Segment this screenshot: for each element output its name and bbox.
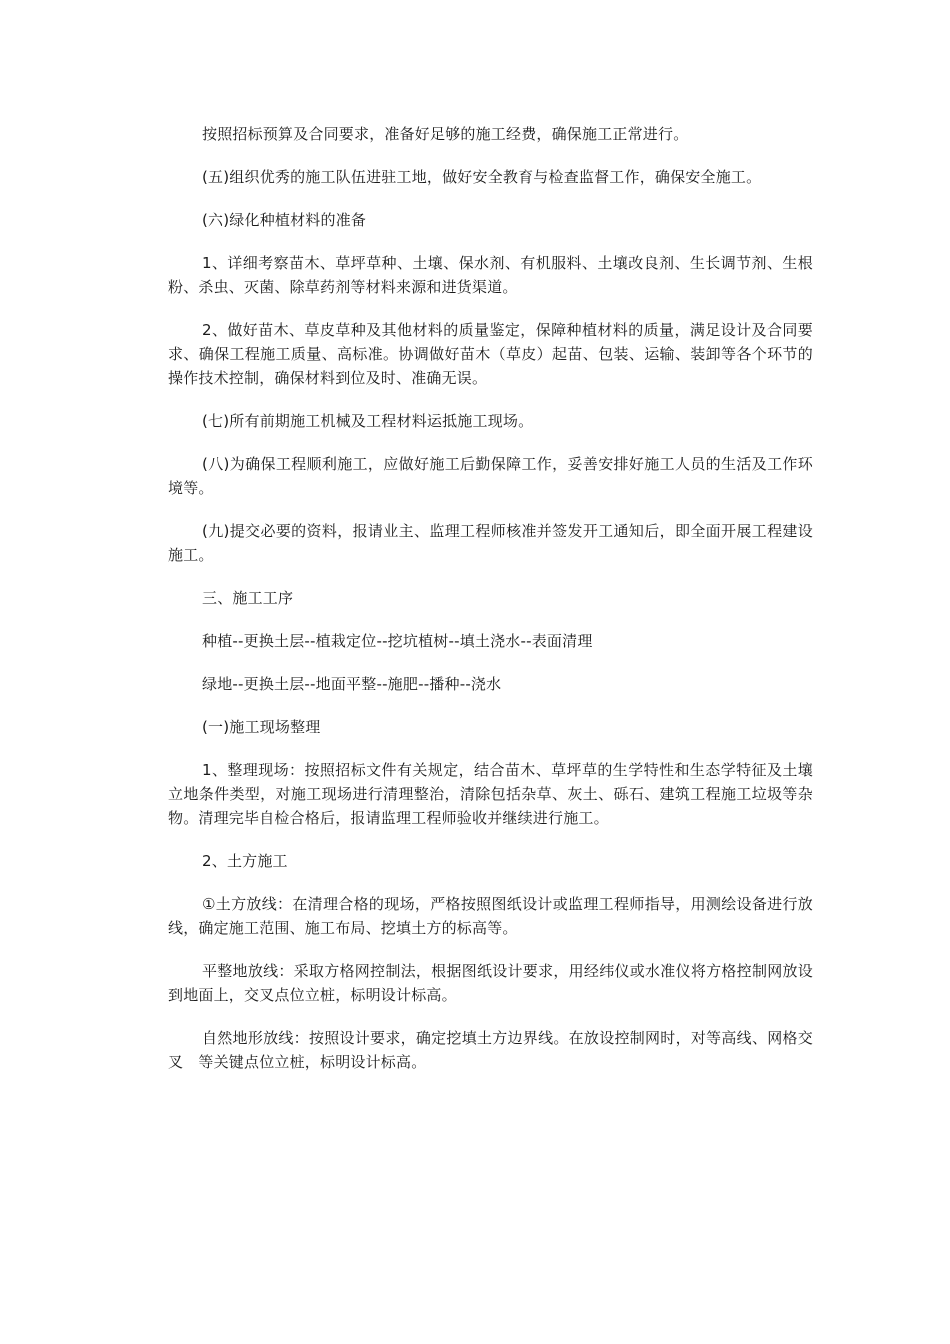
paragraph-greenland-sequence: 绿地--更换土层--地面平整--施肥--播种--浇水 [202, 675, 502, 693]
paragraph-earthwork-layout: ①土方放线：在清理合格的现场，严格按照图纸设计或监理工程师指导，用测绘设备进行放线，确定施工范围、施工布局、挖填土方的标高等。 [168, 895, 813, 937]
paragraph-item-9: (九)提交必要的资料，报请业主、监理工程师核准并签发开工通知后，即全面开展工程建设施工。 [168, 522, 813, 564]
paragraph-item-6-2: 2、做好苗木、草皮草种及其他材料的质量鉴定，保障种植材料的质量，满足设计及合同要求、确保工程施工质量、高标准。协调做好苗木（草皮）起苗、包装、运输、装卸等各个环节的操作技术控制，确保材料到位及时、准确无误。 [168, 321, 813, 387]
paragraph-site-cleanup: 1、整理现场：按照招标文件有关规定，结合苗木、草坪草的生学特性和生态学特征及土壤立地条件类型，对施工现场进行清理整治，清除包括杂草、灰土、砾石、建筑工程施工垃圾等杂物。清理完毕自检合格后，报请监理工程师验收并继续进行施工。 [168, 761, 813, 827]
subsection-heading-1: (一)施工现场整理 [202, 718, 321, 736]
paragraph-item-8: (八)为确保工程顺利施工，应做好施工后勤保障工作，妥善安排好施工人员的生活及工作环境等。 [168, 455, 813, 497]
paragraph-flat-layout: 平整地放线：采取方格网控制法，根据图纸设计要求，用经纬仪或水准仪将方格控制网放设到地面上，交叉点位立桩，标明设计标高。 [168, 962, 813, 1004]
paragraph-item-6-heading: (六)绿化种植材料的准备 [202, 211, 367, 229]
paragraph-item-6-1: 1、详细考察苗木、草坪草种、土壤、保水剂、有机服料、土壤改良剂、生长调节剂、生根粉、杀虫、灭菌、除草药剂等材料来源和进货渠道。 [168, 254, 813, 296]
section-heading-3: 三、施工工序 [202, 589, 294, 607]
paragraph-earthwork-heading: 2、土方施工 [202, 852, 288, 870]
paragraph-natural-terrain-layout: 自然地形放线：按照设计要求，确定挖填土方边界线。在放设控制网时，对等高线、网格交叉 等关键点位立桩，标明设计标高。 [168, 1029, 813, 1071]
paragraph-item-5: (五)组织优秀的施工队伍进驻工地，做好安全教育与检查监督工作，确保安全施工。 [202, 168, 762, 186]
document-body [168, 122, 813, 1093]
paragraph-funding: 按照招标预算及合同要求，准备好足够的施工经费，确保施工正常进行。 [202, 125, 689, 143]
paragraph-planting-sequence: 种植--更换土层--植栽定位--挖坑植树--填土浇水--表面清理 [202, 632, 593, 650]
paragraph-item-7: (七)所有前期施工机械及工程材料运抵施工现场。 [202, 412, 534, 430]
